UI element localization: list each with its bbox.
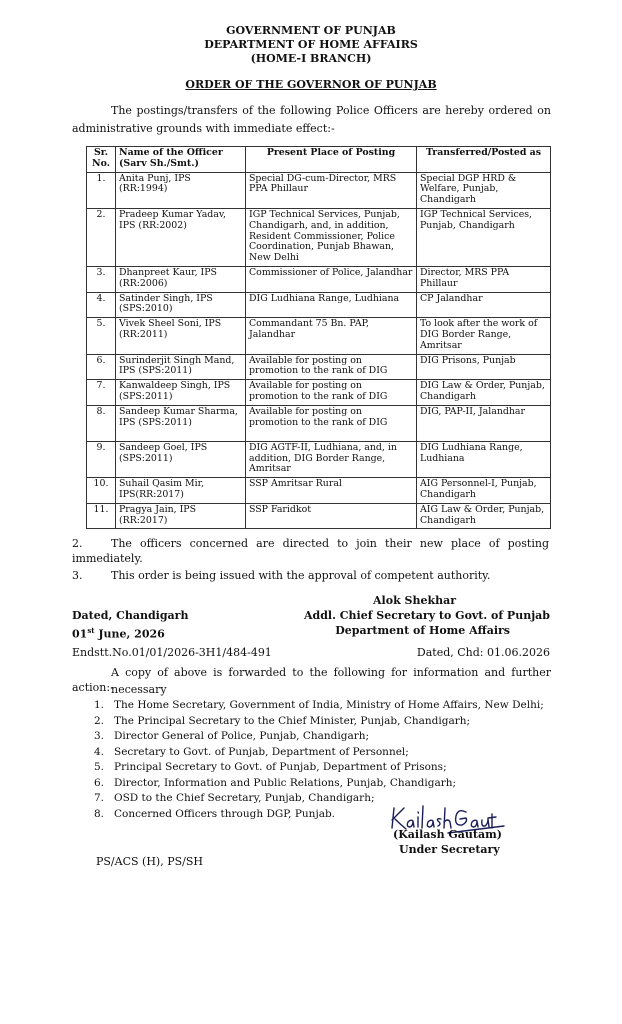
- cell-name: Kanwaldeep Singh, IPS (SPS:2011): [116, 380, 246, 406]
- header-department: DEPARTMENT OF HOME AFFAIRS: [204, 38, 418, 51]
- dated-day: 01: [72, 627, 88, 641]
- table-row: [87, 354, 551, 380]
- para-3-text: This order is being issued with the approval of competent authority.: [111, 569, 491, 582]
- table-row: [87, 172, 551, 208]
- intro-line-2: administrative grounds with immediate effect:-: [72, 122, 335, 135]
- cell-sr: 1.: [87, 172, 116, 208]
- para-3-number: 3.: [72, 569, 83, 582]
- cell-transferred: Special DGP HRD & Welfare, Punjab, Chandigarh: [417, 172, 551, 208]
- table-row: [87, 208, 551, 266]
- cell-present: SSP Faridkot: [246, 503, 417, 529]
- cell-transferred: DIG, PAP-II, Jalandhar: [417, 405, 551, 441]
- col-header-present: Present Place of Posting: [246, 147, 417, 173]
- cell-name: Sandeep Kumar Sharma, IPS (SPS:2011): [116, 405, 246, 441]
- table-row: [87, 503, 551, 529]
- signatory-2-designation: Under Secretary: [399, 843, 500, 856]
- list-item-number: 2.: [94, 714, 105, 727]
- signatory-name: Alok Shekhar: [373, 594, 456, 607]
- list-item: [94, 730, 554, 746]
- cell-sr: 7.: [87, 380, 116, 406]
- para-2-line-2: immediately.: [72, 552, 143, 565]
- cell-transferred: IGP Technical Services, Punjab, Chandigarh: [417, 208, 551, 266]
- cell-sr: 6.: [87, 354, 116, 380]
- col-header-sr: Sr. No.: [87, 147, 116, 173]
- cell-present: Commissioner of Police, Jalandhar: [246, 266, 417, 292]
- table-row: [87, 441, 551, 477]
- cell-name: Pragya Jain, IPS (RR:2017): [116, 503, 246, 529]
- header-government: GOVERNMENT OF PUNJAB: [226, 24, 396, 37]
- footer-reference: PS/ACS (H), PS/SH: [96, 855, 203, 868]
- intro-line-1: The postings/transfers of the following Police Officers are hereby ordered on: [111, 104, 551, 117]
- table-row: [87, 478, 551, 504]
- cell-name: Suhail Qasim Mir, IPS(RR:2017): [116, 478, 246, 504]
- list-item: [94, 715, 554, 731]
- cell-name: Satinder Singh, IPS (SPS:2010): [116, 292, 246, 318]
- list-item: [94, 777, 554, 793]
- list-item-text: Concerned Officers through DGP, Punjab.: [114, 807, 336, 820]
- list-item: [94, 699, 554, 715]
- list-item-number: 4.: [94, 745, 105, 758]
- list-item-number: 3.: [94, 730, 105, 742]
- cell-present: DIG Ludhiana Range, Ludhiana: [246, 292, 417, 318]
- cell-present: Available for posting on promotion to the rank of DIG: [246, 405, 417, 441]
- signatory-2-name: (Kailash Gautam): [393, 828, 502, 841]
- cell-sr: 5.: [87, 318, 116, 354]
- cell-transferred: Director, MRS PPA Phillaur: [417, 266, 551, 292]
- para-2-number: 2.: [72, 537, 83, 550]
- table-row: [87, 318, 551, 354]
- table-row: [87, 292, 551, 318]
- postings-table: [86, 146, 551, 529]
- list-item-text: The Home Secretary, Government of India, Ministry of Home Affairs, New Delhi;: [114, 699, 544, 711]
- cell-present: IGP Technical Services, Punjab, Chandigarh, and, in addition, Resident Commissioner, Police Coordination, Punjab Bhawan, New Delhi: [246, 208, 417, 266]
- table-row: [87, 405, 551, 441]
- list-item-text: The Principal Secretary to the Chief Minister, Punjab, Chandigarh;: [114, 714, 471, 727]
- order-title: ORDER OF THE GOVERNOR OF PUNJAB: [185, 78, 437, 91]
- list-item-text: Director General of Police, Punjab, Chandigarh;: [114, 730, 370, 742]
- table-row: [87, 380, 551, 406]
- list-item-number: 5.: [94, 761, 105, 773]
- col-header-name: Name of the Officer (Sarv Sh./Smt.): [116, 147, 246, 173]
- cell-sr: 4.: [87, 292, 116, 318]
- dated-date: [72, 622, 165, 643]
- cell-transferred: AIG Personnel-I, Punjab, Chandigarh: [417, 478, 551, 504]
- cell-transferred: To look after the work of DIG Border Range, Amritsar: [417, 318, 551, 354]
- list-item: [94, 746, 554, 762]
- copy-line-1: A copy of above is forwarded to the following for information and further necessary: [111, 666, 551, 696]
- cell-name: Pradeep Kumar Yadav, IPS (RR:2002): [116, 208, 246, 266]
- cell-transferred: DIG Ludhiana Range, Ludhiana: [417, 441, 551, 477]
- cell-name: Surinderjit Singh Mand, IPS (SPS:2011): [116, 354, 246, 380]
- list-item-text: OSD to the Chief Secretary, Punjab, Chandigarh;: [114, 792, 375, 804]
- list-item-text: Secretary to Govt. of Punjab, Department of Personnel;: [114, 745, 409, 758]
- cell-sr: 11.: [87, 503, 116, 529]
- cell-present: Commandant 75 Bn. PAP, Jalandhar: [246, 318, 417, 354]
- dated-day-suffix: st: [87, 626, 95, 635]
- endorsement-number: Endstt.No.01/01/2026-3H1/484-491: [72, 646, 272, 659]
- cell-name: Dhanpreet Kaur, IPS (RR:2006): [116, 266, 246, 292]
- dated-place: Dated, Chandigarh: [72, 609, 189, 622]
- signatory-department: Department of Home Affairs: [335, 624, 510, 637]
- cell-sr: 2.: [87, 208, 116, 266]
- cell-present: SSP Amritsar Rural: [246, 478, 417, 504]
- cell-present: DIG AGTF-II, Ludhiana, and, in addition, DIG Border Range, Amritsar: [246, 441, 417, 477]
- table-row: [87, 266, 551, 292]
- cell-sr: 3.: [87, 266, 116, 292]
- endorsement-date: Dated, Chd: 01.06.2026: [416, 646, 550, 659]
- cell-name: Sandeep Goel, IPS (SPS:2011): [116, 441, 246, 477]
- cell-transferred: DIG Law & Order, Punjab, Chandigarh: [417, 380, 551, 406]
- header-branch: (HOME-I BRANCH): [250, 52, 372, 65]
- list-item-text: Principal Secretary to Govt. of Punjab, Department of Prisons;: [114, 761, 447, 773]
- cell-transferred: CP Jalandhar: [417, 292, 551, 318]
- cell-sr: 10.: [87, 478, 116, 504]
- table-header-row: [87, 147, 551, 173]
- copy-line-2: action:-: [72, 681, 114, 694]
- signatory-designation: Addl. Chief Secretary to Govt. of Punjab: [304, 609, 550, 622]
- col-header-transferred: Transferred/Posted as: [417, 147, 551, 173]
- list-item-text: Director, Information and Public Relations, Punjab, Chandigarh;: [114, 776, 457, 789]
- list-item-number: 7.: [94, 792, 105, 804]
- cell-transferred: DIG Prisons, Punjab: [417, 354, 551, 380]
- dated-month-year: June, 2026: [94, 627, 165, 641]
- cell-present: Available for posting on promotion to the rank of DIG: [246, 380, 417, 406]
- cell-present: Special DG-cum-Director, MRS PPA Phillaur: [246, 172, 417, 208]
- para-2-line-1: The officers concerned are directed to join their new place of posting: [111, 537, 549, 550]
- list-item-number: 1.: [94, 699, 105, 711]
- cell-present: Available for posting on promotion to the rank of DIG: [246, 354, 417, 380]
- cell-sr: 9.: [87, 441, 116, 477]
- list-item: [94, 761, 554, 777]
- list-item-number: 6.: [94, 776, 105, 789]
- cell-sr: 8.: [87, 405, 116, 441]
- cell-name: Anita Punj, IPS (RR:1994): [116, 172, 246, 208]
- cell-transferred: AIG Law & Order, Punjab, Chandigarh: [417, 503, 551, 529]
- list-item-number: 8.: [94, 807, 105, 820]
- cell-name: Vivek Sheel Soni, IPS (RR:2011): [116, 318, 246, 354]
